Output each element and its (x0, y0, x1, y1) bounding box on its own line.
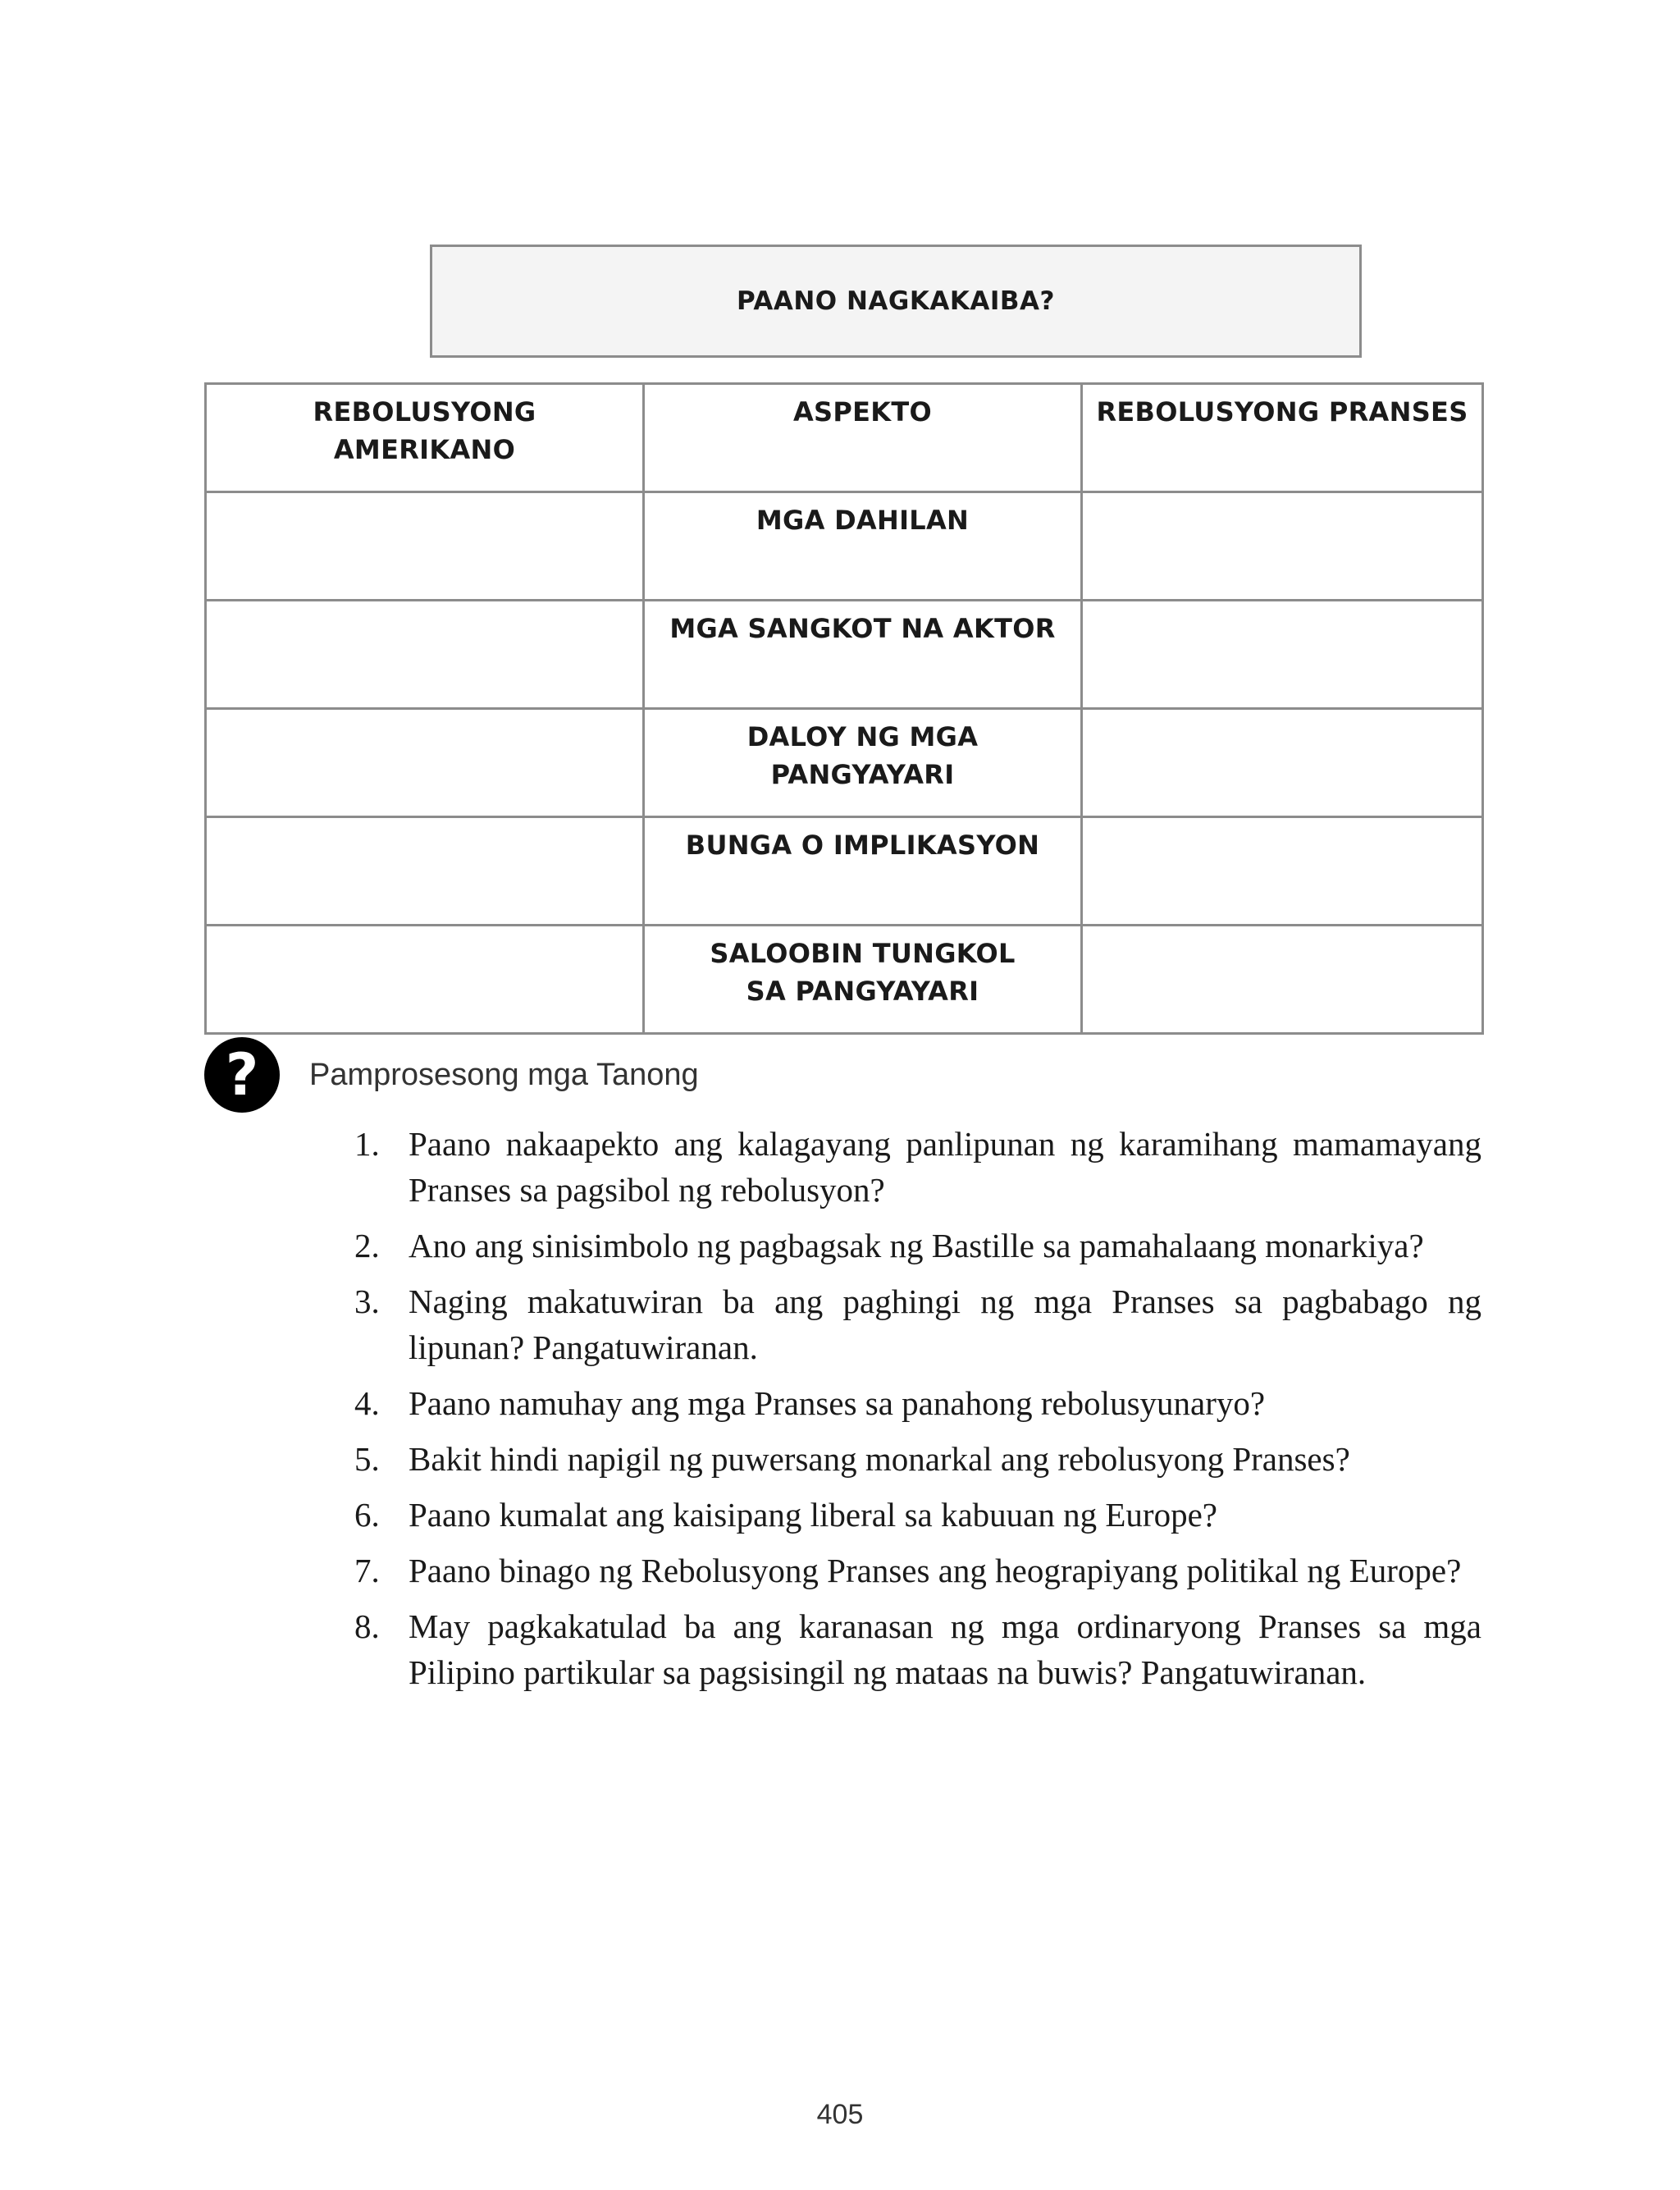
aspect-cell: MGA DAHILAN (644, 492, 1082, 601)
question-number: 2. (354, 1227, 380, 1264)
table-row (206, 926, 1483, 1034)
table-row (206, 817, 1483, 926)
aspect-cell: DALOY NG MGA PANGYAYARI (644, 709, 1082, 817)
list-item (354, 1121, 1481, 1213)
list-item (354, 1436, 1481, 1482)
table-row (206, 709, 1483, 817)
question-number: 8. (354, 1607, 380, 1645)
aspect-cell: SALOOBIN TUNGKOL SA PANGYAYARI (644, 926, 1082, 1034)
list-item (354, 1380, 1481, 1426)
question-text: Ano ang sinisimbolo ng pagbagsak ng Bastille sa pamahalaang monarkiya? (409, 1227, 1424, 1264)
question-text: Paano binago ng Rebolusyong Pranses ang heograpiyang politikal ng Europe? (409, 1552, 1462, 1589)
american-cell (206, 709, 644, 817)
american-cell (206, 926, 644, 1034)
table-title: PAANO NAGKAKAIBA? (430, 245, 1362, 358)
french-cell (1082, 926, 1483, 1034)
question-number: 6. (354, 1496, 380, 1534)
processing-questions-title: Pamprosesong mga Tanong (309, 1057, 699, 1092)
question-text: Paano nakaapekto ang kalagayang panlipunan ng karamihang mamamayang Pranses sa pagsibol ng rebolusyon? (409, 1125, 1481, 1209)
table-row (206, 601, 1483, 709)
questions-list (354, 1121, 1481, 1705)
header-french-revolution: REBOLUSYONG PRANSES (1082, 384, 1483, 492)
header-aspect: ASPEKTO (644, 384, 1082, 492)
question-number: 3. (354, 1282, 380, 1320)
question-text: Naging makatuwiran ba ang paghingi ng mga Pranses sa pagbabago ng lipunan? Pangatuwiranan. (409, 1282, 1481, 1366)
american-cell (206, 601, 644, 709)
question-number: 5. (354, 1440, 380, 1478)
list-item (354, 1492, 1481, 1538)
list-item (354, 1223, 1481, 1269)
comparison-table (204, 382, 1484, 1035)
american-cell (206, 492, 644, 601)
french-cell (1082, 601, 1483, 709)
table-header-row (206, 384, 1483, 492)
question-text: Paano namuhay ang mga Pranses sa panahong rebolusyunaryo? (409, 1384, 1266, 1422)
aspect-cell: MGA SANGKOT NA AKTOR (644, 601, 1082, 709)
french-cell (1082, 817, 1483, 926)
question-number: 7. (354, 1552, 380, 1589)
question-number: 1. (354, 1125, 380, 1163)
list-item (354, 1548, 1481, 1593)
page-number: 405 (816, 2099, 864, 2130)
question-text: May pagkakatulad ba ang karanasan ng mga ordinaryong Pranses sa mga Pilipino partikular sa pagsisingil ng mataas na buwis? Pangatuwiranan. (409, 1607, 1481, 1691)
question-text: Paano kumalat ang kaisipang liberal sa kabuuan ng Europe? (409, 1496, 1217, 1534)
aspect-cell: BUNGA O IMPLIKASYON (644, 817, 1082, 926)
table-row (206, 492, 1483, 601)
question-mark-icon: ? (204, 1037, 280, 1113)
list-item (354, 1278, 1481, 1370)
question-text: Bakit hindi napigil ng puwersang monarkal ang rebolusyong Pranses? (409, 1440, 1350, 1478)
list-item (354, 1603, 1481, 1695)
french-cell (1082, 492, 1483, 601)
question-number: 4. (354, 1384, 380, 1422)
american-cell (206, 817, 644, 926)
french-cell (1082, 709, 1483, 817)
processing-questions-header (204, 1037, 699, 1113)
header-american-revolution: REBOLUSYONG AMERIKANO (206, 384, 644, 492)
